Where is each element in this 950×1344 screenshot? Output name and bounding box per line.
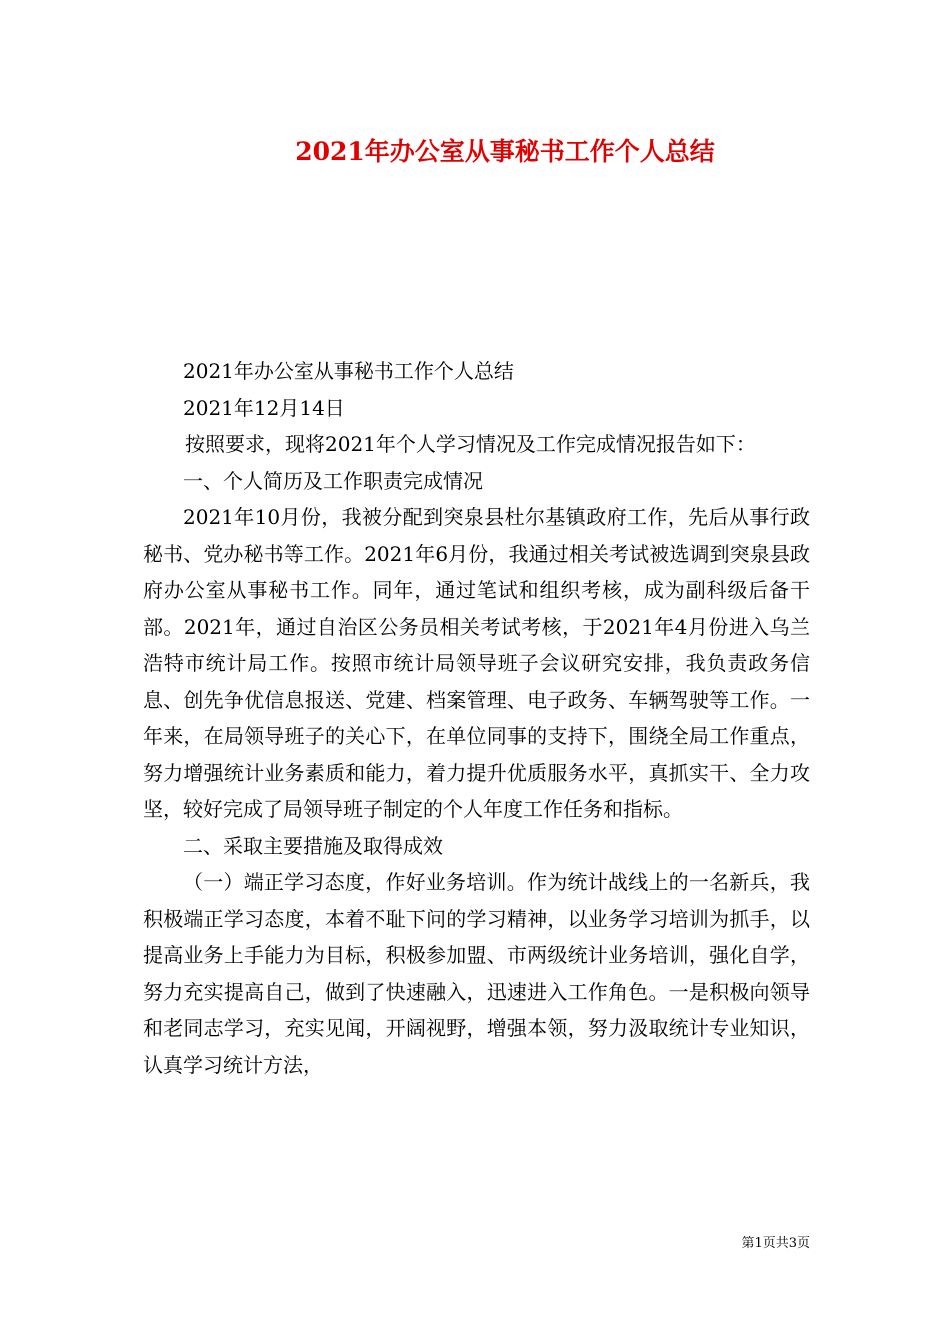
paragraph-resume: 2021年10月份，我被分配到突泉县杜尔基镇政府工作，先后从事行政秘书、党办秘书等工作。2021年6月份，我通过相关考试被选调到突泉县政府办公室从事秘书工作。同年，通过笔试和组织考核，成为副科级后备干部。2021年，通过自治区公务员相关考试考核，于2021年4月份进入乌兰浩特市统计局工作。按照市统计局领导班子会议研究安排，我负责政务信息、创先争优信息报送、党建、档案管理、电子政务、车辆驾驶等工作。一年来，在局领导班子的关心下，在单位同事的支持下，围绕全局工作重点，努力增强统计业务素质和能力，着力提升优质服务水平，真抓实干、全力攻坚，较好完成了局领导班子制定的个人年度工作任务和指标。 <box>143 505 810 821</box>
paragraph-date: 2021年12月14日 <box>183 395 345 420</box>
page-number: 第1页共3页 <box>741 1236 810 1251</box>
section-heading-1: 一、个人简历及工作职责完成情况 <box>183 468 483 493</box>
document-body <box>143 353 810 1083</box>
section-heading-2: 二、采取主要措施及取得成效 <box>183 833 443 858</box>
page-title: 2021年办公室从事秘书工作个人总结 <box>295 137 715 166</box>
paragraph-subtitle: 2021年办公室从事秘书工作个人总结 <box>183 359 514 383</box>
paragraph-measures-1: （一）端正学习态度，作好业务培训。作为统计战线上的一名新兵，我积极端正学习态度，本着不耻下问的学习精神，以业务学习培训为抓手，以提高业务上手能力为目标，积极参加盟、市两级统计业务培训，强化自学，努力充实提高自己，做到了快速融入，迅速进入工作角色。一是积极向领导和老同志学习，充实见闻，开阔视野，增强本领，努力汲取统计专业知识，认真学习统计方法， <box>143 870 810 1077</box>
paragraph-intro: 按照要求，现将2021年个人学习情况及工作完成情况报告如下： <box>185 432 756 456</box>
